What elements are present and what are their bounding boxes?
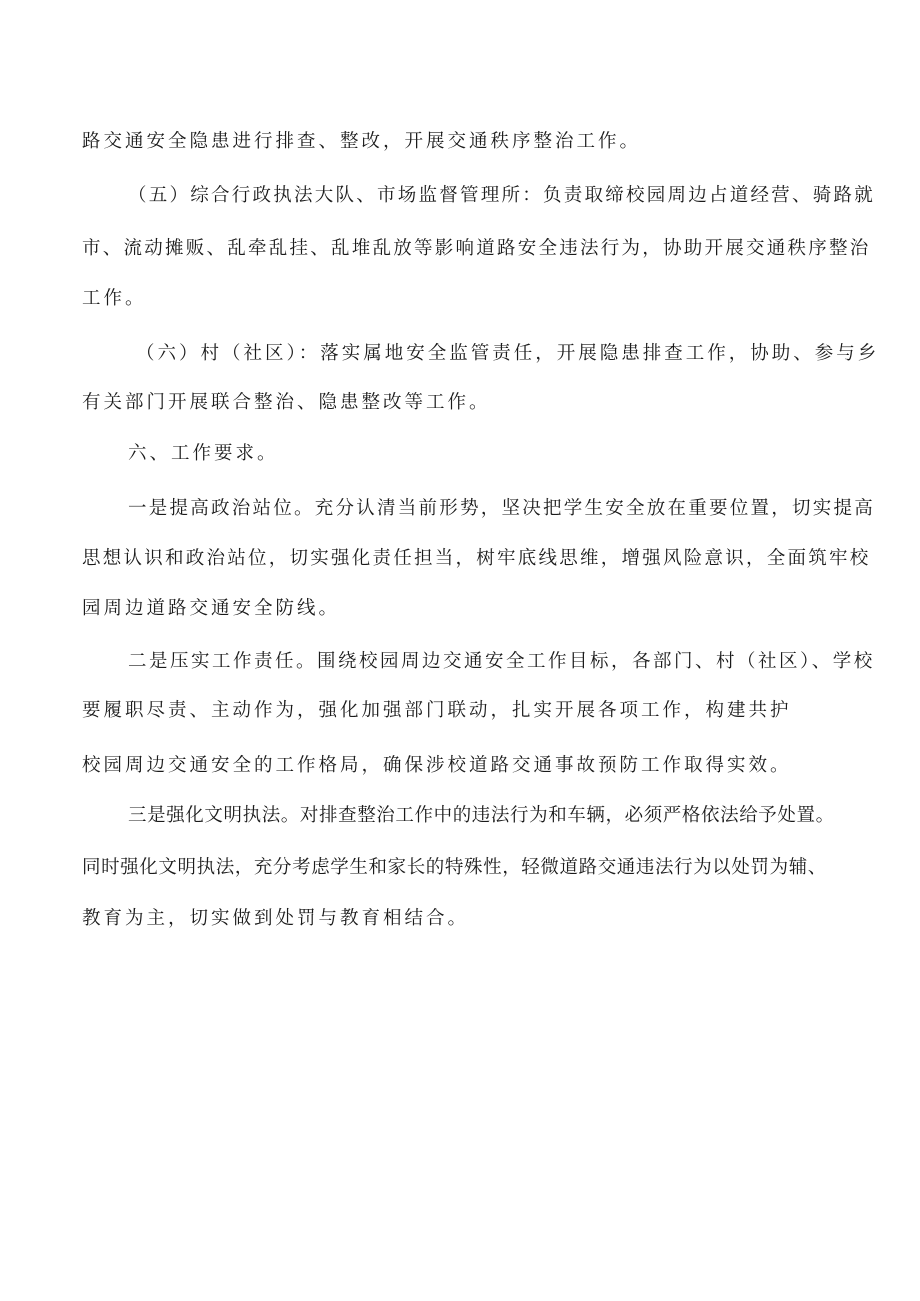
text-line: 同时强化文明执法，充分考虑学生和家长的特殊性，轻微道路交通违法行为以处罚为辅、 <box>82 857 827 878</box>
text-line: 二是压实工作责任。围绕校园周边交通安全工作目标，各部门、村（社区）、学校 <box>128 651 875 672</box>
text-line: （六）村（社区）：落实属地安全监管责任，开展隐患排查工作，协助、参与乡 <box>136 343 880 364</box>
text-line: 校园周边交通安全的工作格局，确保涉校道路交通事故预防工作取得实效。 <box>82 755 792 776</box>
text-line: 要履职尽责、主动作为，强化加强部门联动，扎实开展各项工作，构建共护 <box>82 700 792 721</box>
text-line: （五）综合行政执法大队、市场监督管理所：负责取缔校园周边占道经营、骑路就 <box>128 185 876 206</box>
text-line: 有关部门开展联合整治、隐患整改等工作。 <box>82 392 491 413</box>
text-line: 思想认识和政治站位，切实强化责任担当，树牢底线思维，增强风险意识，全面筑牢校 <box>82 548 871 569</box>
text-line: 路交通安全隐患进行排查、整改，开展交通秩序整治工作。 <box>82 131 642 152</box>
section-heading: 六、工作要求。 <box>128 443 279 464</box>
text-line: 市、流动摊贩、乱牵乱挂、乱堆乱放等影响道路安全违法行为，协助开展交通秩序整治 <box>82 238 871 259</box>
text-line: 教育为主，切实做到处罚与教育相结合。 <box>82 908 470 929</box>
text-line: 园周边道路交通安全防线。 <box>82 598 341 619</box>
text-line: 工作。 <box>82 288 147 309</box>
text-line: 一是提高政治站位。充分认清当前形势，坚决把学生安全放在重要位置，切实提高 <box>128 498 876 519</box>
text-line: 三是强化文明执法。对排查整治工作中的违法行为和车辆，必须严格依法给予处置。 <box>128 805 835 826</box>
